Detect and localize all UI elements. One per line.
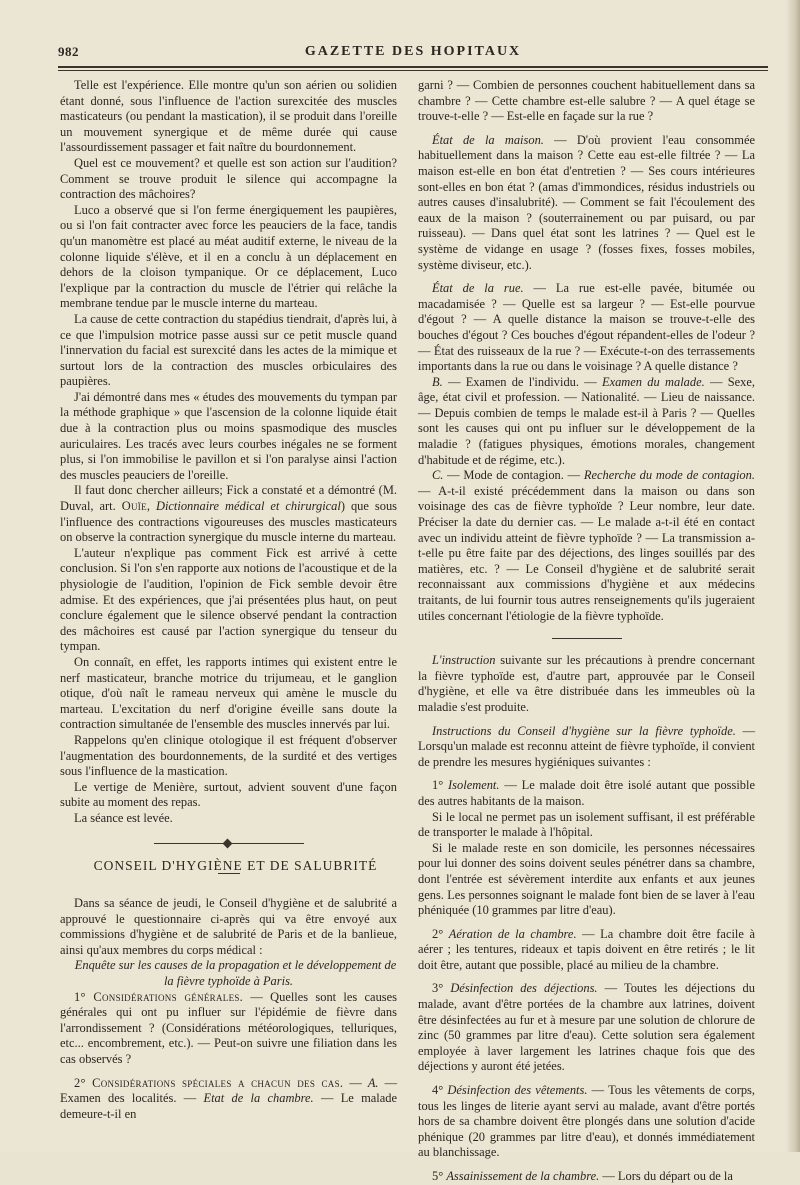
paragraph: J'ai démontré dans mes « études des mouvements du tympan par la méthode graphique » que l'ascension de la colonne liquide était due à la contraction plus ou moins spasmodique des muscles auriculaires. Les tracés avec leurs courbes inégales ne se forment plus, si l'on immobilise le pavillon et si l'on paralyse ainsi l'action des muscles peauciers de l'oreille. bbox=[60, 389, 397, 482]
paragraph: Dans sa séance de jeudi, le Conseil d'hygiène et de salubrité a approuvé le questionnaire ci-après qui va être envoyé aux commissions d'hygiène et de salubrité de Paris et de la banlieue, ainsi qu'aux membres du corps médical : bbox=[60, 896, 397, 957]
paragraph: 1° Isolement. — Le malade doit être isolé autant que possible des autres habitants de la maison. bbox=[418, 778, 755, 808]
paragraph: État de la maison. — D'où provient l'eau consommée habituellement dans la maison ? Cette eau est-elle filtrée ? — La maison est-elle en bon état d'entretien ? — Ses cours intérieures sont-elles en bon état ? (amas d'immondices, résidus industriels ou autres causes d'insalubrité). — Comment se fait l'écoulement des eaux de la maison ? (souterrainement ou par puisard, ou par ruisseau). — Dans quel état sont les latrines ? — Quel est le système de vidange en usage ? (fosses fixes, fosses mobiles, système diviseur, etc.). bbox=[418, 132, 755, 272]
paragraph: B. — Examen de l'individu. — Examen du malade. — Sexe, âge, état civil et profession. — Nationalité. — Lieu de naissance. — Depuis combien de temps le malade est-il à Paris ? — Quelles sont les causes qui ont pu influer sur le développement de la maladie ? (fatigues physiques, émotions morales, changement d'habitude et de régime, etc.). bbox=[418, 374, 755, 467]
paragraph: Si le local ne permet pas un isolement suffisant, il est préférable de transporter le malade à l'hôpital. bbox=[418, 809, 755, 840]
paragraph: On connaît, en effet, les rapports intimes qui existent entre le nerf masticateur, branche motrice du trijumeau, et le ganglion otique, d'où naît le rameau nerveux qui amène le muscle du marteau. L'excitation du nerf d'origine éveille sans doute la contraction simultanée de l'ensemble des muscles innervés par lui. bbox=[60, 654, 397, 732]
paragraph: 5° Assainissement de la chambre. — Lors du départ ou de la bbox=[432, 1169, 733, 1183]
paragraph: 2° Considérations spéciales a chacun des cas. — A. — Examen des localités. — Etat de la chambre. — Le malade demeure-t-il en bbox=[60, 1075, 398, 1121]
paragraph: Quel est ce mouvement? et quelle est son action sur l'audition? Comment se trouve produit le silence qui accompagne la contraction des mâchoires? bbox=[60, 155, 397, 202]
page-edge-shadow bbox=[786, 0, 800, 1152]
paragraph: L'auteur n'explique pas comment Fick est arrivé à cette conclusion. Si l'on s'en rapporte aux notions de l'acoustique et de la physiologie de l'audition, l'opinion de Fick semble devoir être admise. Et des expériences, que j'ai présentées plus haut, on peut conclure également que le silence observé pendant la contraction des mâchoires est causé par l'action synergique du tenseur du tympan. bbox=[60, 545, 397, 654]
paragraph: Rappelons qu'en clinique otologique il est fréquent d'observer l'augmentation des bourdonnements, de la surdité et des vertiges sous l'influence de la mastication. bbox=[60, 732, 397, 779]
journal-title: GAZETTE DES HOPITAUX bbox=[304, 44, 522, 59]
paragraph: Le vertige de Menière, surtout, advient souvent d'une façon subite au moment des repas. bbox=[60, 779, 397, 810]
paragraph: État de la rue. — La rue est-elle pavée, bitumée ou macadamisée ? — Quelle est sa largeur ? — Est-elle pourvue d'égout ? — A quelle distance la maison se trouve-t-elle des bouches d'égout ? Ces bouches d'égout répandent-elles de l'odeur ? — État des ruisseaux de la rue ? — Exécute-t-on des terrassements importants dans la rue ou dans le voisinage ? A quelle distance ? bbox=[418, 281, 755, 374]
page-number: 982 bbox=[58, 44, 79, 59]
paragraph: garni ? — Combien de personnes couchent habituellement dans sa chambre ? — Cette chambre est-elle salubre ? — A quel étage se trouve-t-elle ? — Est-elle en façade sur la rue ? bbox=[418, 78, 755, 124]
paragraph: 4° Désinfection des vêtements. — Tous les vêtements de corps, tous les linges de literie ayant servi au malade, avant d'être portés hors de sa chambre doivent être plongés dans une solution d'acide phénique (20 grammes par litre d'eau), et donnés immédiatement au blanchissage. bbox=[418, 1083, 756, 1160]
enquete-title: Enquête sur les causes de la propagation et le développement de la fièvre typhoïde à Paris. bbox=[74, 958, 397, 989]
page-header bbox=[58, 44, 768, 66]
paragraph: Telle est l'expérience. Elle montre qu'un son aérien ou solidien étant donné, sous l'influence de l'action surexcitée des muscles masticateurs (ou pendant la mastication), il se produit dans l'oreille un mouvement synergique et de même durée qui cause l'assourdissement passager et fait naître du bourdonnement. bbox=[60, 78, 397, 155]
header-rule-bottom bbox=[58, 70, 768, 71]
paragraph: 1° Considérations générales. — Quelles sont les causes générales qui ont pu influer sur l'épidémie de fièvre dans l'arrondissement ? (Considérations météorologiques, telluriques, etc... encombrement, etc.). — Peut-on suivre une filiation dans les cas observés ? bbox=[60, 989, 397, 1067]
paragraph: La séance est levée. bbox=[74, 810, 173, 825]
paragraph: Il faut donc chercher ailleurs; Fick a constaté et a démontré (M. Duval, art. Ouïe, Dictionnaire médical et chirurgical) que sous l'influence des contractions vigoureuses des muscles masticateurs on observe la contraction synergique du muscle interne du marteau. bbox=[60, 483, 398, 545]
paragraph: 2° Aération de la chambre. — La chambre doit être facile à aérer ; les tentures, rideaux et tapis doivent en être retirés ; le lit doit être, autant que possible, placé au milieu de la chambre. bbox=[418, 926, 755, 972]
paragraph: La cause de cette contraction du stapédius tiendrait, d'après lui, à ce que l'impulsion motrice passe aussi sur ce petit muscle quand l'innervation du facial est surexcité dans les actes de la mimique et surtout lors de la contraction des muscles orbiculaires des paupières. bbox=[60, 311, 397, 389]
paragraph: C. — Mode de contagion. — Recherche du mode de contagion. — A-t-il existé précédemment dans la maison ou dans son voisinage des cas de fièvre typhoïde ? Leur nombre, leur date. Préciser la date du dernier cas. — Le malade a-t-il été en contact avec un individu atteint de fièvre typhoïde ? — La transmission a-t-elle pu être faite par des déjections, des linges souillés par des matières, etc. ? — Le Conseil d'hygiène et de salubrité serait reconnaissant aux commissions d'hygiène et aux médecins traitants, de lui fournir tous autres renseignements qu'ils jugeraient utiles concernant l'étiologie de la fièvre typhoïde. bbox=[418, 468, 755, 623]
paragraph: L'instruction suivante sur les précautions à prendre concernant la fièvre typhoïde est, d'autre part, approuvée par le Conseil d'hygiène, et elle va être distribuée dans les immeubles où la maladie s'est produite. bbox=[418, 653, 755, 714]
title-underline bbox=[218, 873, 240, 874]
paragraph: Instructions du Conseil d'hygiène sur la fièvre typhoïde. — Lorsqu'un malade est reconnu atteint de fièvre typhoïde, il convient de prendre les mesures hygiéniques suivantes : bbox=[418, 723, 756, 769]
separator-rule bbox=[552, 638, 622, 639]
section-title: CONSEIL D'HYGIÈNE ET DE SALUBRITÉ bbox=[93, 857, 378, 873]
left-column bbox=[60, 78, 397, 1138]
paragraph: Luco a observé que si l'on ferme énergiquement les paupières, ou si l'on fait contracter avec force les peauciers de la face, tandis qu'un manomètre est placé au méat auditif externe, le niveau de la colonne liquide s'élève, et il en a conclu à un déplacement en dehors de la cloison tympanique. Or ce déplacement, Luco l'explique par la contraction du muscle de l'étrier qui relâche la membrane tendue par le muscle interne du marteau. bbox=[60, 202, 397, 311]
right-column bbox=[418, 78, 756, 1183]
header-rule-top bbox=[58, 66, 768, 68]
paragraph: Si le malade reste en son domicile, les personnes nécessaires pour lui donner des soins doivent seules pénétrer dans sa chambre, dont l'entrée est sévèrement interdite aux enfants et aux jeunes gens. Les personnes soignant le malade font bien de se laver à l'eau phéniquée (10 grammes par litre d'eau). bbox=[418, 840, 755, 918]
section-separator bbox=[154, 839, 304, 848]
paragraph: 3° Désinfection des déjections. — Toutes les déjections du malade, avant d'être portées de la chambre aux latrines, doivent être désinfectées au fur et à mesure par une solution de chlorure de zinc (50 grammes par litre d'eau). Cette solution sera également employée à laver largement les latrines chaque fois que des déjections y auront été jetées. bbox=[418, 981, 755, 1074]
